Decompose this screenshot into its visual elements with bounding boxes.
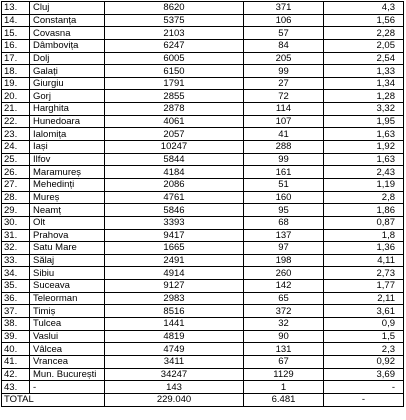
value-a-cell: 143 bbox=[105, 381, 244, 394]
value-b-cell: 1 bbox=[244, 381, 324, 394]
ratio-cell: 2,8 bbox=[324, 191, 404, 204]
ratio-cell: 0,87 bbox=[324, 216, 404, 229]
row-number-cell: 20. bbox=[2, 90, 30, 103]
county-name-cell: Harghita bbox=[30, 103, 105, 116]
value-b-cell: 57 bbox=[244, 27, 324, 40]
ratio-cell: 1,8 bbox=[324, 229, 404, 242]
row-number-cell: 17. bbox=[2, 52, 30, 65]
row-number-cell: 35. bbox=[2, 280, 30, 293]
total-ratio: - bbox=[324, 393, 404, 406]
ratio-cell: 1,92 bbox=[324, 141, 404, 154]
value-a-cell: 8620 bbox=[105, 2, 244, 15]
county-name-cell: Mehedinți bbox=[30, 178, 105, 191]
value-a-cell: 9417 bbox=[105, 229, 244, 242]
table-row bbox=[2, 305, 404, 318]
county-name-cell: Olt bbox=[30, 216, 105, 229]
row-number-cell: 33. bbox=[2, 254, 30, 267]
value-b-cell: 198 bbox=[244, 254, 324, 267]
value-b-cell: 205 bbox=[244, 52, 324, 65]
county-name-cell: Tulcea bbox=[30, 318, 105, 331]
table-row bbox=[2, 128, 404, 141]
ratio-cell: 2,43 bbox=[324, 166, 404, 179]
table-row bbox=[2, 318, 404, 331]
county-name-cell: Mureș bbox=[30, 191, 105, 204]
row-number-cell: 36. bbox=[2, 292, 30, 305]
value-a-cell: 5375 bbox=[105, 14, 244, 27]
value-b-cell: 90 bbox=[244, 330, 324, 343]
county-name-cell: Suceava bbox=[30, 280, 105, 293]
table-row bbox=[2, 267, 404, 280]
ratio-cell: 1,95 bbox=[324, 115, 404, 128]
ratio-cell: 1,63 bbox=[324, 153, 404, 166]
table-row bbox=[2, 204, 404, 217]
ratio-cell: 1,19 bbox=[324, 178, 404, 191]
value-b-cell: 160 bbox=[244, 191, 324, 204]
ratio-cell: 3,32 bbox=[324, 103, 404, 116]
value-a-cell: 4749 bbox=[105, 343, 244, 356]
table-row bbox=[2, 39, 404, 52]
value-b-cell: 114 bbox=[244, 103, 324, 116]
table-row bbox=[2, 14, 404, 27]
county-name-cell: Sălaj bbox=[30, 254, 105, 267]
value-b-cell: 84 bbox=[244, 39, 324, 52]
row-number-cell: 26. bbox=[2, 166, 30, 179]
county-name-cell: Timiș bbox=[30, 305, 105, 318]
value-a-cell: 34247 bbox=[105, 368, 244, 381]
county-name-cell: Ilfov bbox=[30, 153, 105, 166]
ratio-cell: 2,73 bbox=[324, 267, 404, 280]
ratio-cell: 4,11 bbox=[324, 254, 404, 267]
value-b-cell: 1129 bbox=[244, 368, 324, 381]
row-number-cell: 23. bbox=[2, 128, 30, 141]
value-b-cell: 67 bbox=[244, 355, 324, 368]
value-b-cell: 32 bbox=[244, 318, 324, 331]
county-name-cell: Galați bbox=[30, 65, 105, 78]
table-row bbox=[2, 27, 404, 40]
county-name-cell: Satu Mare bbox=[30, 242, 105, 255]
value-b-cell: 72 bbox=[244, 90, 324, 103]
ratio-cell: 2,28 bbox=[324, 27, 404, 40]
total-value-b: 6.481 bbox=[244, 393, 324, 406]
row-number-cell: 19. bbox=[2, 77, 30, 90]
value-a-cell: 4184 bbox=[105, 166, 244, 179]
table-row bbox=[2, 216, 404, 229]
county-name-cell: Ialomița bbox=[30, 128, 105, 141]
value-b-cell: 99 bbox=[244, 153, 324, 166]
table-row bbox=[2, 343, 404, 356]
value-b-cell: 65 bbox=[244, 292, 324, 305]
table-row bbox=[2, 368, 404, 381]
total-row bbox=[2, 393, 404, 406]
ratio-cell: 1,77 bbox=[324, 280, 404, 293]
county-name-cell: Sibiu bbox=[30, 267, 105, 280]
county-name-cell: Hunedoara bbox=[30, 115, 105, 128]
table-row bbox=[2, 280, 404, 293]
ratio-cell: - bbox=[324, 381, 404, 394]
row-number-cell: 13. bbox=[2, 2, 30, 15]
value-a-cell: 5844 bbox=[105, 153, 244, 166]
value-a-cell: 2491 bbox=[105, 254, 244, 267]
ratio-cell: 0,92 bbox=[324, 355, 404, 368]
ratio-cell: 1,36 bbox=[324, 242, 404, 255]
row-number-cell: 31. bbox=[2, 229, 30, 242]
ratio-cell: 1,56 bbox=[324, 14, 404, 27]
row-number-cell: 29. bbox=[2, 204, 30, 217]
table-row bbox=[2, 355, 404, 368]
ratio-cell: 2,11 bbox=[324, 292, 404, 305]
value-a-cell: 2086 bbox=[105, 178, 244, 191]
total-value-a: 229.040 bbox=[105, 393, 244, 406]
row-number-cell: 37. bbox=[2, 305, 30, 318]
value-b-cell: 51 bbox=[244, 178, 324, 191]
value-b-cell: 372 bbox=[244, 305, 324, 318]
value-a-cell: 2878 bbox=[105, 103, 244, 116]
ratio-cell: 2,3 bbox=[324, 343, 404, 356]
value-b-cell: 68 bbox=[244, 216, 324, 229]
table-row bbox=[2, 191, 404, 204]
value-a-cell: 5846 bbox=[105, 204, 244, 217]
value-b-cell: 41 bbox=[244, 128, 324, 141]
row-number-cell: 22. bbox=[2, 115, 30, 128]
row-number-cell: 27. bbox=[2, 178, 30, 191]
value-b-cell: 107 bbox=[244, 115, 324, 128]
row-number-cell: 34. bbox=[2, 267, 30, 280]
row-number-cell: 16. bbox=[2, 39, 30, 52]
county-name-cell: Mun. București bbox=[30, 368, 105, 381]
ratio-cell: 1,86 bbox=[324, 204, 404, 217]
value-b-cell: 161 bbox=[244, 166, 324, 179]
county-name-cell: Covasna bbox=[30, 27, 105, 40]
table-row bbox=[2, 115, 404, 128]
county-name-cell: Vâlcea bbox=[30, 343, 105, 356]
row-number-cell: 18. bbox=[2, 65, 30, 78]
ratio-cell: 1,33 bbox=[324, 65, 404, 78]
table-row bbox=[2, 292, 404, 305]
table-row bbox=[2, 65, 404, 78]
county-name-cell: Teleorman bbox=[30, 292, 105, 305]
value-b-cell: 137 bbox=[244, 229, 324, 242]
table-row bbox=[2, 2, 404, 15]
table-row bbox=[2, 242, 404, 255]
ratio-cell: 3,69 bbox=[324, 368, 404, 381]
row-number-cell: 14. bbox=[2, 14, 30, 27]
value-a-cell: 3393 bbox=[105, 216, 244, 229]
value-a-cell: 6247 bbox=[105, 39, 244, 52]
value-a-cell: 4761 bbox=[105, 191, 244, 204]
value-a-cell: 4819 bbox=[105, 330, 244, 343]
ratio-cell: 4,3 bbox=[324, 2, 404, 15]
table-row bbox=[2, 103, 404, 116]
value-a-cell: 4061 bbox=[105, 115, 244, 128]
value-a-cell: 9127 bbox=[105, 280, 244, 293]
value-a-cell: 1791 bbox=[105, 77, 244, 90]
county-name-cell: Dâmbovița bbox=[30, 39, 105, 52]
county-name-cell: Vaslui bbox=[30, 330, 105, 343]
value-a-cell: 4914 bbox=[105, 267, 244, 280]
table-container bbox=[1, 1, 404, 407]
value-a-cell: 2983 bbox=[105, 292, 244, 305]
row-number-cell: 25. bbox=[2, 153, 30, 166]
county-name-cell: Cluj bbox=[30, 2, 105, 15]
county-name-cell: Neamț bbox=[30, 204, 105, 217]
county-name-cell: Vrancea bbox=[30, 355, 105, 368]
county-name-cell: - bbox=[30, 381, 105, 394]
table-row bbox=[2, 254, 404, 267]
ratio-cell: 2,05 bbox=[324, 39, 404, 52]
row-number-cell: 38. bbox=[2, 318, 30, 331]
county-name-cell: Maramureș bbox=[30, 166, 105, 179]
ratio-cell: 1,5 bbox=[324, 330, 404, 343]
ratio-cell: 2,54 bbox=[324, 52, 404, 65]
value-b-cell: 95 bbox=[244, 204, 324, 217]
value-a-cell: 2103 bbox=[105, 27, 244, 40]
row-number-cell: 21. bbox=[2, 103, 30, 116]
ratio-cell: 3,61 bbox=[324, 305, 404, 318]
table-body bbox=[2, 2, 404, 407]
value-a-cell: 1441 bbox=[105, 318, 244, 331]
table-row bbox=[2, 229, 404, 242]
row-number-cell: 40. bbox=[2, 343, 30, 356]
county-name-cell: Giurgiu bbox=[30, 77, 105, 90]
county-name-cell: Constanța bbox=[30, 14, 105, 27]
table-row bbox=[2, 90, 404, 103]
row-number-cell: 42. bbox=[2, 368, 30, 381]
table-row bbox=[2, 153, 404, 166]
value-b-cell: 288 bbox=[244, 141, 324, 154]
row-number-cell: 39. bbox=[2, 330, 30, 343]
value-a-cell: 6150 bbox=[105, 65, 244, 78]
value-a-cell: 1665 bbox=[105, 242, 244, 255]
row-number-cell: 30. bbox=[2, 216, 30, 229]
value-b-cell: 371 bbox=[244, 2, 324, 15]
table-row bbox=[2, 141, 404, 154]
row-number-cell: 41. bbox=[2, 355, 30, 368]
ratio-cell: 1,63 bbox=[324, 128, 404, 141]
value-b-cell: 106 bbox=[244, 14, 324, 27]
value-a-cell: 8516 bbox=[105, 305, 244, 318]
county-name-cell: Prahova bbox=[30, 229, 105, 242]
value-b-cell: 99 bbox=[244, 65, 324, 78]
value-b-cell: 260 bbox=[244, 267, 324, 280]
value-a-cell: 2057 bbox=[105, 128, 244, 141]
value-b-cell: 142 bbox=[244, 280, 324, 293]
value-a-cell: 10247 bbox=[105, 141, 244, 154]
row-number-cell: 43. bbox=[2, 381, 30, 394]
table-row bbox=[2, 381, 404, 394]
table-row bbox=[2, 330, 404, 343]
value-a-cell: 2855 bbox=[105, 90, 244, 103]
table-row bbox=[2, 52, 404, 65]
ratio-cell: 1,34 bbox=[324, 77, 404, 90]
county-name-cell: Iași bbox=[30, 141, 105, 154]
table-row bbox=[2, 178, 404, 191]
value-b-cell: 27 bbox=[244, 77, 324, 90]
value-b-cell: 131 bbox=[244, 343, 324, 356]
row-number-cell: 28. bbox=[2, 191, 30, 204]
ratio-cell: 1,28 bbox=[324, 90, 404, 103]
value-a-cell: 6005 bbox=[105, 52, 244, 65]
county-name-cell: Dolj bbox=[30, 52, 105, 65]
table-row bbox=[2, 166, 404, 179]
value-b-cell: 97 bbox=[244, 242, 324, 255]
row-number-cell: 15. bbox=[2, 27, 30, 40]
value-a-cell: 3411 bbox=[105, 355, 244, 368]
ratio-cell: 0,9 bbox=[324, 318, 404, 331]
county-stats-table bbox=[1, 1, 404, 407]
total-label: TOTAL bbox=[2, 393, 105, 406]
row-number-cell: 32. bbox=[2, 242, 30, 255]
county-name-cell: Gorj bbox=[30, 90, 105, 103]
row-number-cell: 24. bbox=[2, 141, 30, 154]
table-row bbox=[2, 77, 404, 90]
